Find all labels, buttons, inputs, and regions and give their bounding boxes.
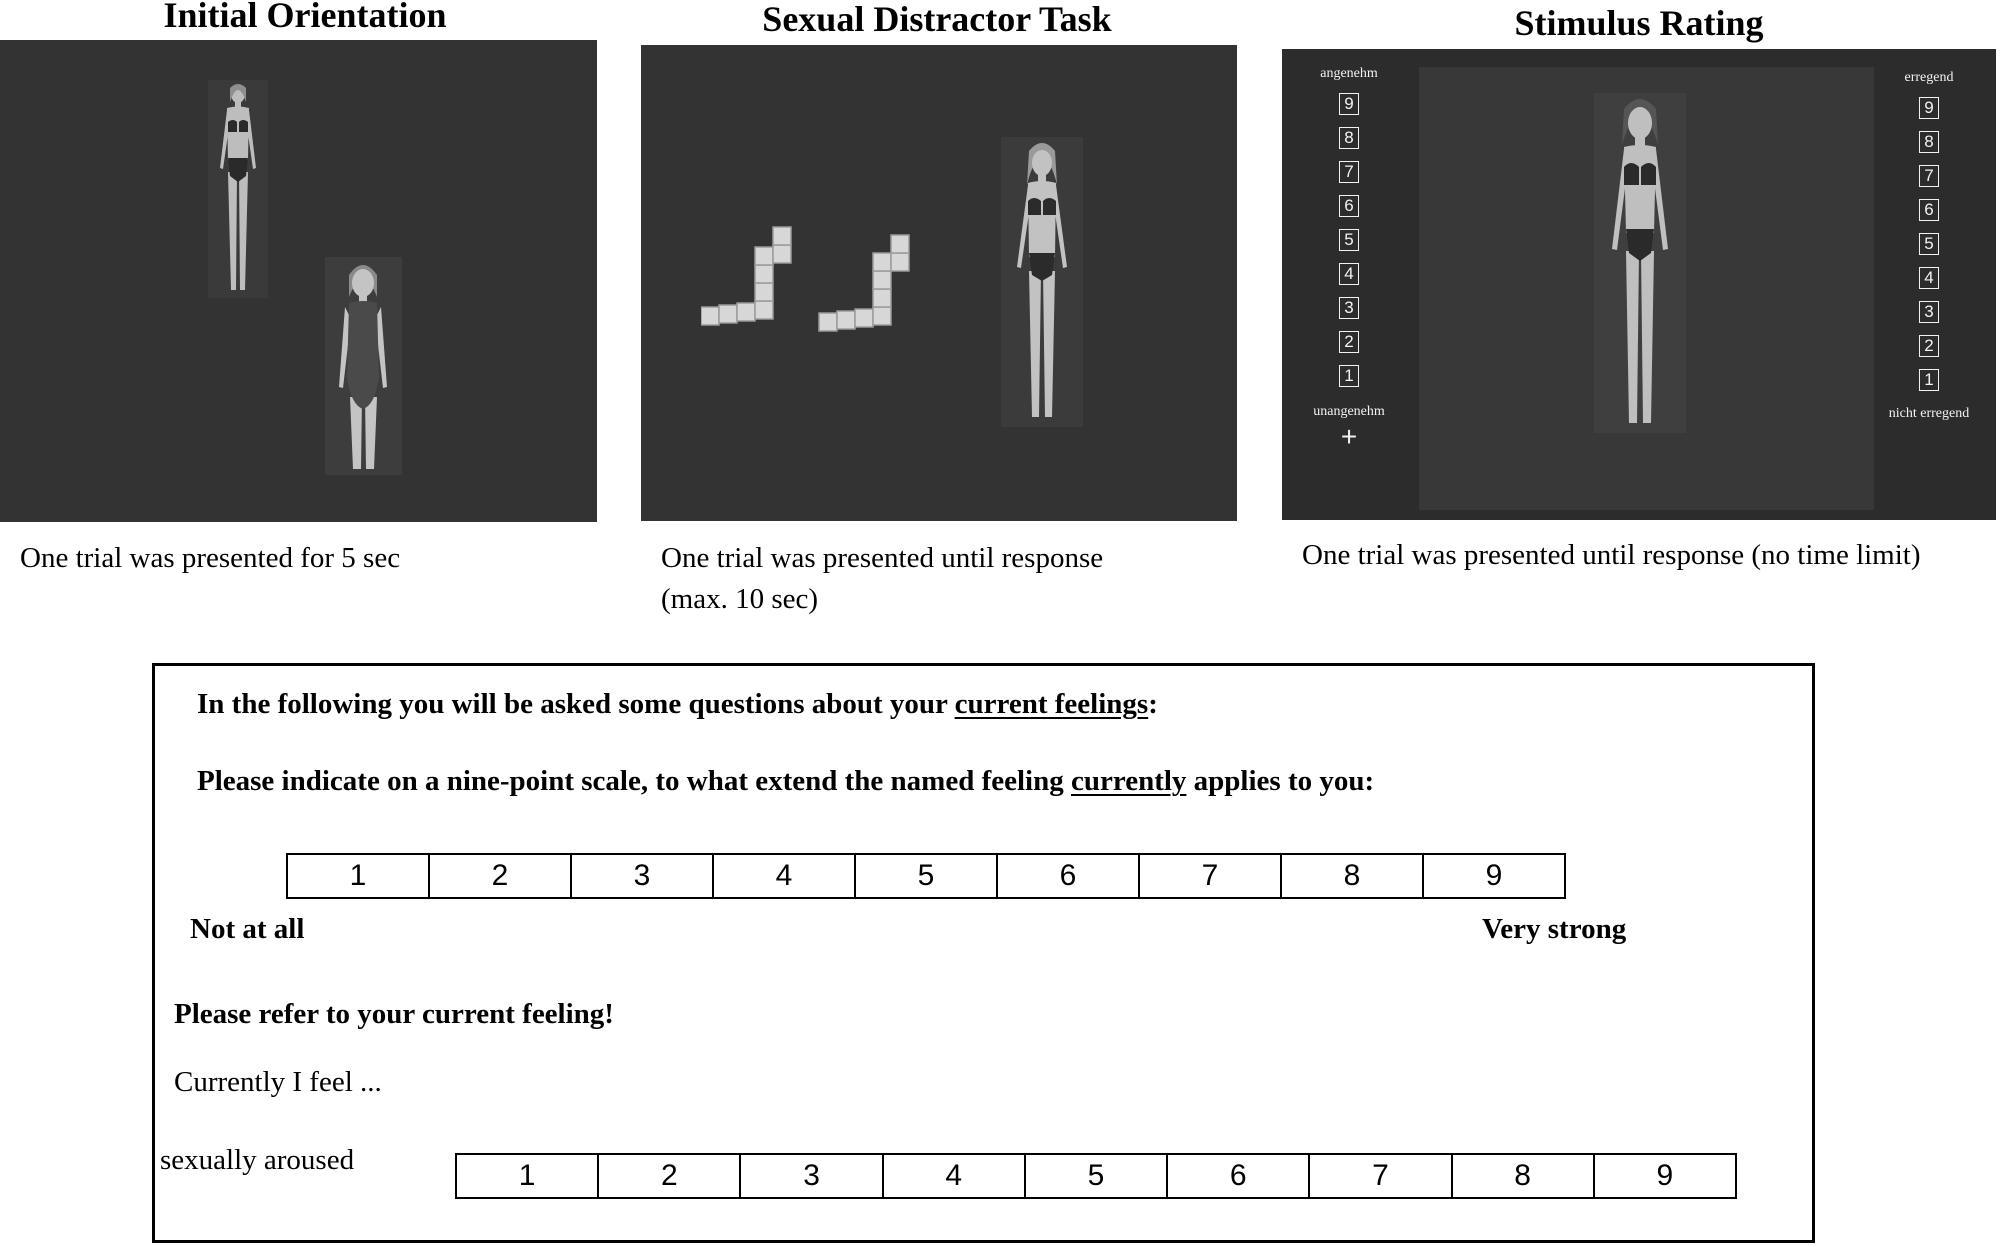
scale-cell[interactable]: 8 (1453, 1155, 1595, 1197)
scale-cell[interactable]: 9 (1485, 859, 1503, 892)
example-scale (286, 853, 1566, 899)
scale-cell[interactable]: 3 (572, 855, 714, 897)
scale-cell[interactable]: 5 (1026, 1155, 1168, 1197)
questionnaire-instructions (197, 765, 1374, 798)
caption-line: (max. 10 sec) (661, 583, 819, 615)
mental-rotation-figures (701, 225, 921, 345)
scale-top-label: erregend (1904, 70, 1954, 85)
scale-high-label: Very strong (1482, 913, 1627, 945)
scale-cell[interactable]: 2 (430, 855, 572, 897)
scale-cell[interactable]: 1 (288, 855, 430, 897)
rating-box[interactable]: 6 (1339, 195, 1359, 217)
adult-woman-stimulus (1594, 93, 1686, 433)
stimulus-rating-caption (1302, 535, 1921, 576)
current-feeling-instruction: Please refer to your current feeling! (174, 998, 614, 1030)
rating-box[interactable]: 4 (1919, 267, 1939, 289)
scale-cell[interactable]: 9 (1656, 1159, 1674, 1192)
scale-top-label: angenehm (1320, 66, 1378, 81)
child-stimulus (325, 257, 402, 475)
caption-line: One trial was presented until response (no time limit) (1302, 539, 1921, 571)
scale-cell[interactable]: 7 (1310, 1155, 1452, 1197)
scale-low-label: Not at all (190, 913, 305, 945)
panel-title-stimulus-rating: Stimulus Rating (1514, 3, 1764, 43)
rating-box[interactable]: 2 (1339, 331, 1359, 353)
rating-box[interactable]: 3 (1339, 297, 1359, 319)
rating-box[interactable]: 9 (1919, 97, 1939, 119)
caption-line: One trial was presented until response (661, 542, 1104, 574)
adult-woman-stimulus (1001, 137, 1083, 427)
rating-box[interactable]: 3 (1919, 301, 1939, 323)
initial-orientation-screen (0, 40, 597, 522)
currently-i-feel-prompt: Currently I feel ... (174, 1066, 382, 1098)
scale-cell[interactable]: 8 (1282, 855, 1424, 897)
instruction-text: Please indicate on a nine-point scale, to what extend the named feeling (197, 765, 1071, 797)
panel-title-sexual-distractor-task: Sexual Distractor Task (762, 0, 1112, 39)
rating-box[interactable]: 4 (1339, 263, 1359, 285)
rating-box[interactable]: 5 (1919, 233, 1939, 255)
scale-cell[interactable]: 1 (457, 1155, 599, 1197)
intro-underlined: current feelings (954, 688, 1149, 720)
instruction-underlined: currently (1070, 765, 1187, 797)
scale-cell[interactable]: 4 (884, 1155, 1026, 1197)
rating-box[interactable]: 5 (1339, 229, 1359, 251)
sexual-distractor-caption (661, 538, 1103, 620)
caption-line: One trial was presented for 5 sec (20, 542, 401, 574)
intro-text-end: : (1148, 688, 1158, 720)
rating-box[interactable]: 7 (1919, 165, 1939, 187)
scale-bottom-label: unangenehm (1313, 404, 1385, 419)
rating-box[interactable]: 8 (1339, 127, 1359, 149)
scale-cell[interactable]: 7 (1140, 855, 1282, 897)
instruction-text-end: applies to you: (1186, 765, 1375, 797)
stimulus-rating-screen (1282, 49, 1996, 520)
scale-cell[interactable]: 2 (599, 1155, 741, 1197)
adult-woman-stimulus (208, 80, 268, 298)
scale-cell[interactable]: 6 (998, 855, 1140, 897)
questionnaire-box (152, 663, 1815, 1243)
pleasantness-scale (1304, 63, 1394, 451)
rating-box[interactable]: 7 (1339, 161, 1359, 183)
scale-bottom-label: nicht erregend (1888, 406, 1970, 421)
sexual-distractor-screen (641, 45, 1237, 521)
questionnaire-intro (197, 688, 1158, 721)
rating-box[interactable]: 1 (1339, 365, 1359, 387)
initial-orientation-caption (20, 538, 400, 579)
sexual-arousal-scale (455, 1153, 1737, 1199)
scale-cell[interactable]: 6 (1168, 1155, 1310, 1197)
scale-cell[interactable]: 5 (856, 855, 998, 897)
scale-cell[interactable]: 3 (741, 1155, 883, 1197)
intro-text: In the following you will be asked some questions about your (197, 688, 955, 720)
arousal-scale (1874, 67, 1984, 425)
scale-cell[interactable]: 4 (714, 855, 856, 897)
rating-box[interactable]: 6 (1919, 199, 1939, 221)
rating-box[interactable]: 2 (1919, 335, 1939, 357)
panel-title-initial-orientation: Initial Orientation (163, 0, 447, 35)
item-label-sexually-aroused: sexually aroused (160, 1144, 355, 1176)
rating-box[interactable]: 9 (1339, 93, 1359, 115)
rating-box[interactable]: 1 (1919, 369, 1939, 391)
rating-box[interactable]: 8 (1919, 131, 1939, 153)
fixation-cross: + (1340, 421, 1358, 452)
